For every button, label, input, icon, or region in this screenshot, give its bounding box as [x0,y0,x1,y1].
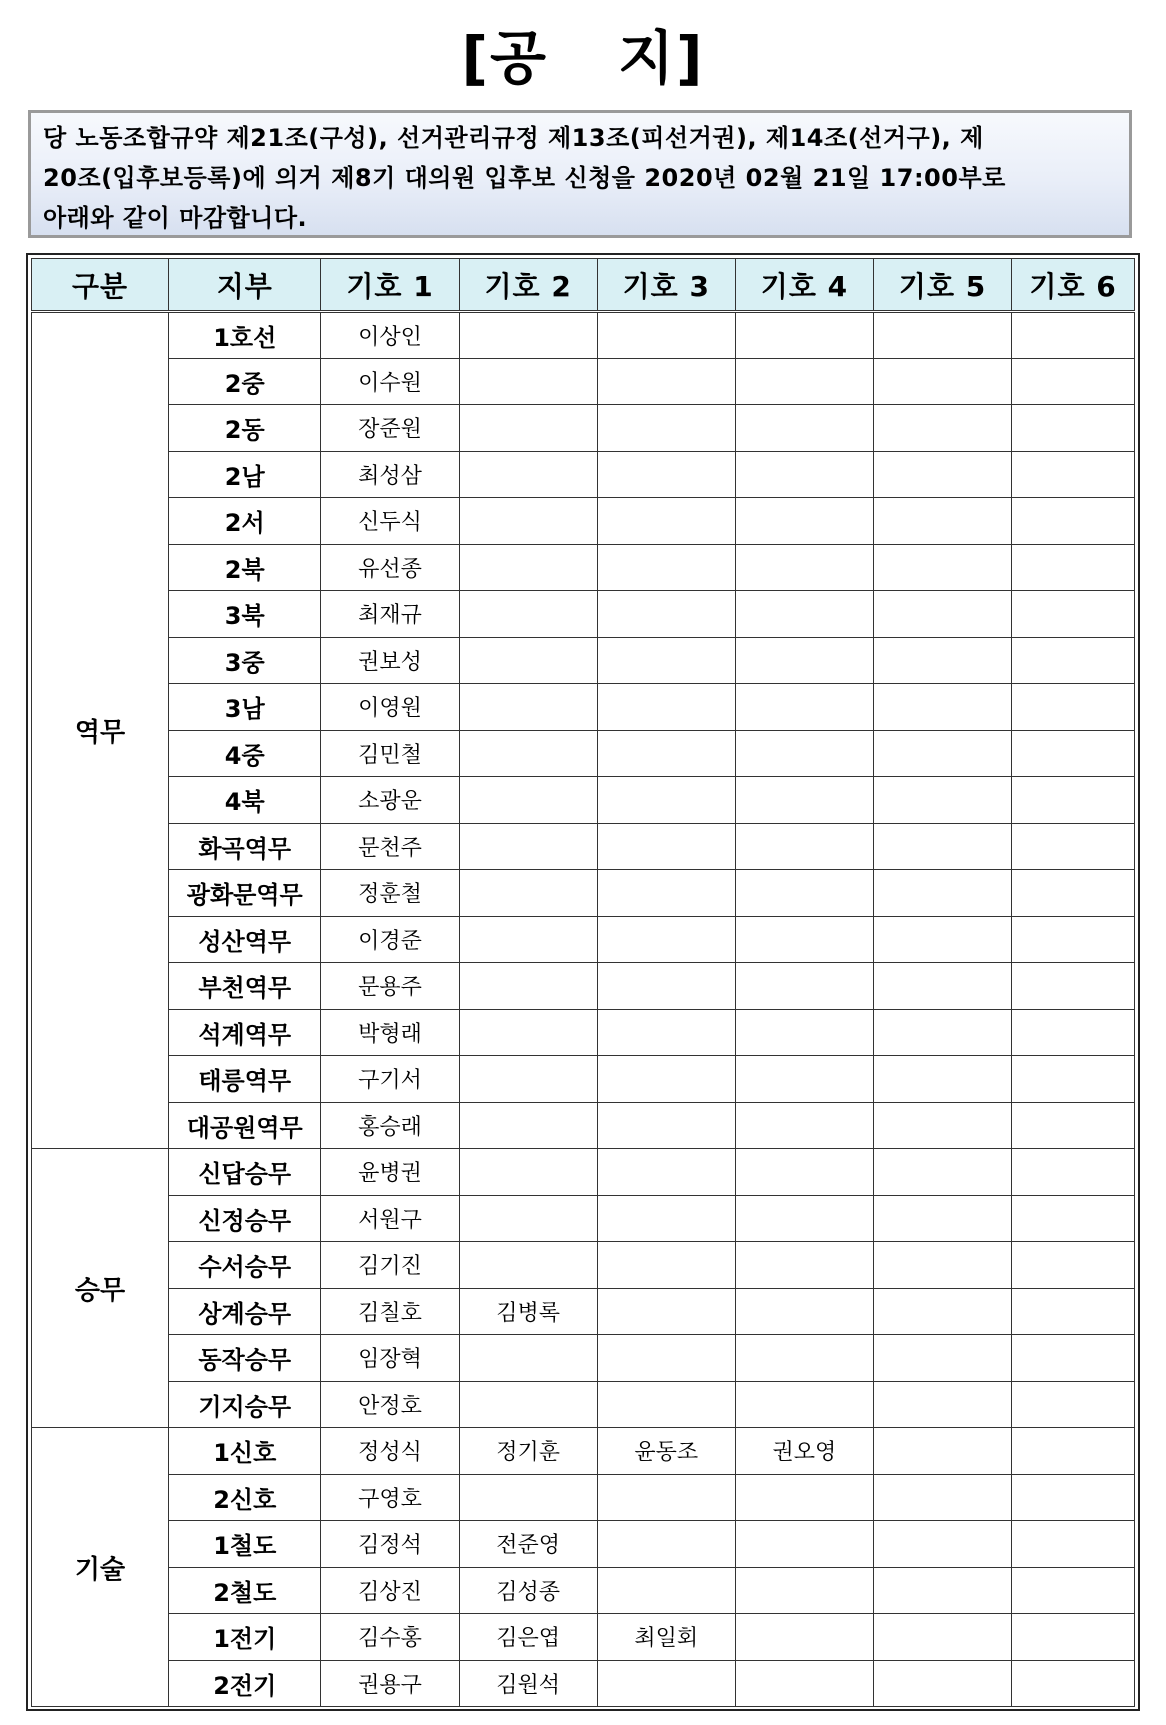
table-row [32,1009,1135,1056]
branch-cell: 2남 [169,451,321,498]
branch-cell: 2동 [169,405,321,452]
candidate-cell: 김기진 [321,1242,459,1289]
candidate-cell: 구기서 [321,1056,459,1103]
title-left: [공 [461,24,548,92]
candidate-cell [735,963,873,1010]
candidate-cell [874,1102,1012,1149]
candidate-cell [1012,405,1135,452]
branch-cell: 석계역무 [169,1009,321,1056]
candidate-cell [459,823,597,870]
candidate-cell [597,358,735,405]
candidate-cell: 김정석 [321,1521,459,1568]
table-row [32,1195,1135,1242]
candidate-cell [735,1149,873,1196]
candidate-cell [597,1242,735,1289]
candidate-cell [874,1381,1012,1428]
candidate-cell [1012,870,1135,917]
candidate-cell [597,1102,735,1149]
candidate-cell [1012,1102,1135,1149]
candidate-cell [459,870,597,917]
candidate-cell [1012,498,1135,545]
candidate-cell: 전준영 [459,1521,597,1568]
column-header-1: 구분 [32,259,169,312]
candidate-cell [459,405,597,452]
candidate-cell [874,498,1012,545]
table-row [32,823,1135,870]
candidate-cell [459,1009,597,1056]
candidate-cell [597,591,735,638]
candidate-cell [735,544,873,591]
candidate-cell [874,870,1012,917]
candidate-cell: 홍승래 [321,1102,459,1149]
notice-line-3: 아래와 같이 마감합니다. [43,204,308,232]
candidate-cell [1012,1660,1135,1707]
candidate-cell [459,591,597,638]
candidate-cell: 김은엽 [459,1614,597,1661]
notice-line-1: 당 노동조합규약 제21조(구성), 선거관리규정 제13조(피선거권), 제14조(선거구), 제 [43,124,984,152]
candidate-cell: 문용주 [321,963,459,1010]
candidate-cell [1012,963,1135,1010]
branch-cell: 3북 [169,591,321,638]
candidate-cell [735,1567,873,1614]
candidate-cell [597,684,735,731]
candidate-cell [735,730,873,777]
candidate-cell: 안정호 [321,1381,459,1428]
candidate-cell [459,451,597,498]
candidate-cell [735,591,873,638]
candidate-cell [735,1288,873,1335]
branch-cell: 수서승무 [169,1242,321,1289]
candidate-cell [1012,1149,1135,1196]
branch-cell: 2중 [169,358,321,405]
header-row [32,259,1135,312]
candidate-cell [597,1521,735,1568]
branch-cell: 1신호 [169,1428,321,1475]
candidate-cell [459,916,597,963]
table-row [32,405,1135,452]
table-row [32,963,1135,1010]
branch-cell: 부천역무 [169,963,321,1010]
candidate-cell: 김상진 [321,1567,459,1614]
candidate-cell [1012,916,1135,963]
candidate-cell [597,1149,735,1196]
column-header-4: 기호 2 [459,259,597,312]
branch-cell: 2철도 [169,1567,321,1614]
candidate-cell [1012,823,1135,870]
branch-cell: 2북 [169,544,321,591]
branch-cell: 1철도 [169,1521,321,1568]
table-body [32,312,1135,1707]
table-row [32,777,1135,824]
candidate-cell [459,544,597,591]
branch-cell: 3중 [169,637,321,684]
candidate-cell [874,730,1012,777]
notice-line-2: 20조(입후보등록)에 의거 제8기 대의원 입후보 신청을 2020년 02월 21일 17:00부로 [43,164,1006,192]
candidate-cell [874,777,1012,824]
candidate-cell: 소광운 [321,777,459,824]
candidate-cell: 박형래 [321,1009,459,1056]
candidate-cell [874,1149,1012,1196]
table-row [32,1056,1135,1103]
title-right: 지] [618,24,705,92]
candidate-cell [735,405,873,452]
column-header-8: 기호 6 [1012,259,1135,312]
candidate-cell [597,916,735,963]
candidate-cell: 김민철 [321,730,459,777]
candidate-cell [459,1195,597,1242]
table-row [32,637,1135,684]
candidate-cell [597,1381,735,1428]
table-row [32,1242,1135,1289]
table-row [32,1474,1135,1521]
table-row [32,1149,1135,1196]
branch-cell: 1호선 [169,312,321,359]
branch-cell: 성산역무 [169,916,321,963]
table-row [32,358,1135,405]
candidate-cell [597,451,735,498]
candidate-cell [735,823,873,870]
branch-cell: 3남 [169,684,321,731]
candidate-cell [459,358,597,405]
candidate-cell [874,963,1012,1010]
candidate-cell [597,1335,735,1382]
candidate-cell: 윤동조 [597,1428,735,1475]
candidate-cell: 유선종 [321,544,459,591]
candidate-cell [874,684,1012,731]
candidate-cell [597,312,735,359]
candidate-cell [735,1195,873,1242]
candidate-cell [735,498,873,545]
candidate-cell [1012,1335,1135,1382]
candidate-cell [459,1056,597,1103]
candidate-cell [735,1474,873,1521]
candidate-cell: 문천주 [321,823,459,870]
page-title [0,18,1166,98]
branch-cell: 2신호 [169,1474,321,1521]
candidate-cell: 최일회 [597,1614,735,1661]
candidate-cell [874,591,1012,638]
candidate-cell [597,637,735,684]
candidate-cell [874,451,1012,498]
branch-cell: 동작승무 [169,1335,321,1382]
candidate-cell [459,1381,597,1428]
table-row [32,916,1135,963]
candidate-cell: 이수원 [321,358,459,405]
table-row [32,1428,1135,1475]
candidate-cell: 구영호 [321,1474,459,1521]
candidate-cell [735,777,873,824]
branch-cell: 신정승무 [169,1195,321,1242]
table-row [32,1102,1135,1149]
candidate-cell [874,637,1012,684]
candidate-cell [597,498,735,545]
candidate-cell: 이상인 [321,312,459,359]
candidate-cell [735,1102,873,1149]
candidate-cell: 임장혁 [321,1335,459,1382]
table-row [32,1521,1135,1568]
candidate-cell [735,1009,873,1056]
table-row [32,870,1135,917]
branch-cell: 상계승무 [169,1288,321,1335]
candidate-cell [1012,777,1135,824]
candidate-cell [459,312,597,359]
candidate-cell [597,963,735,1010]
candidate-cell [459,1335,597,1382]
candidate-cell [1012,1056,1135,1103]
candidate-cell [1012,1521,1135,1568]
table-row [32,1288,1135,1335]
candidate-cell [597,870,735,917]
candidate-cell [874,1521,1012,1568]
table-row [32,1567,1135,1614]
candidate-cell [1012,358,1135,405]
candidate-cell: 김성종 [459,1567,597,1614]
candidate-cell [597,777,735,824]
candidate-cell [597,544,735,591]
candidate-cell [1012,1614,1135,1661]
candidate-cell [735,451,873,498]
candidate-cell [459,963,597,1010]
candidate-cell [735,637,873,684]
branch-cell: 태릉역무 [169,1056,321,1103]
candidate-cell: 이경준 [321,916,459,963]
candidate-cell: 정성식 [321,1428,459,1475]
candidate-cell: 정기훈 [459,1428,597,1475]
candidate-cell [459,637,597,684]
table-row [32,684,1135,731]
candidate-cell: 장준원 [321,405,459,452]
candidate-cell [597,823,735,870]
candidate-cell [597,1195,735,1242]
candidate-cell [1012,1009,1135,1056]
candidate-cell [1012,1381,1135,1428]
candidate-cell [597,1567,735,1614]
table-row [32,1335,1135,1382]
candidate-cell [1012,1567,1135,1614]
candidate-cell [597,1288,735,1335]
candidate-cell [1012,1242,1135,1289]
column-header-6: 기호 4 [735,259,873,312]
candidate-cell [1012,312,1135,359]
branch-cell: 대공원역무 [169,1102,321,1149]
table-row [32,451,1135,498]
column-header-5: 기호 3 [597,259,735,312]
notice-box [28,110,1132,238]
candidate-cell [1012,544,1135,591]
table-row [32,1614,1135,1661]
column-header-3: 기호 1 [321,259,459,312]
candidate-cell [459,1149,597,1196]
table-row [32,591,1135,638]
candidate-cell [735,916,873,963]
table-row [32,1660,1135,1707]
candidate-cell [459,730,597,777]
candidate-cell [735,1521,873,1568]
candidate-cell [874,1009,1012,1056]
table-row [32,1381,1135,1428]
candidate-cell: 김칠호 [321,1288,459,1335]
candidate-cell [874,1428,1012,1475]
candidate-table [31,258,1135,1707]
candidate-cell: 김수홍 [321,1614,459,1661]
candidate-cell [459,1242,597,1289]
category-cell: 승무 [32,1149,169,1428]
category-cell: 역무 [32,312,169,1149]
candidate-cell [459,684,597,731]
candidate-cell [874,1567,1012,1614]
candidate-cell [735,358,873,405]
branch-cell: 신답승무 [169,1149,321,1196]
candidate-cell [735,1660,873,1707]
candidate-cell [1012,1195,1135,1242]
candidate-cell [735,1614,873,1661]
candidate-cell [1012,730,1135,777]
candidate-cell [874,1660,1012,1707]
candidate-cell [1012,1474,1135,1521]
candidate-cell: 서원구 [321,1195,459,1242]
branch-cell: 2서 [169,498,321,545]
candidate-cell [874,1335,1012,1382]
branch-cell: 4북 [169,777,321,824]
branch-cell: 광화문역무 [169,870,321,917]
candidate-cell: 김원석 [459,1660,597,1707]
column-header-7: 기호 5 [874,259,1012,312]
table-row [32,312,1135,359]
candidate-cell [874,1614,1012,1661]
candidate-cell [597,1474,735,1521]
candidate-cell: 최재규 [321,591,459,638]
candidate-cell [735,1242,873,1289]
category-cell: 기술 [32,1428,169,1707]
table-header [32,259,1135,312]
candidate-cell [1012,1288,1135,1335]
column-header-2: 지부 [169,259,321,312]
candidate-cell: 권오영 [735,1428,873,1475]
candidate-cell [1012,637,1135,684]
table-row [32,544,1135,591]
candidate-cell [1012,591,1135,638]
candidate-cell [1012,1428,1135,1475]
candidate-cell: 권보성 [321,637,459,684]
table-row [32,498,1135,545]
candidate-cell: 최성삼 [321,451,459,498]
candidate-cell [735,312,873,359]
candidate-cell: 정훈철 [321,870,459,917]
candidate-cell: 권용구 [321,1660,459,1707]
candidate-cell [597,730,735,777]
candidate-cell [735,1056,873,1103]
candidate-cell [874,405,1012,452]
candidate-cell [874,1242,1012,1289]
candidate-cell [874,358,1012,405]
candidate-cell [735,684,873,731]
candidate-cell [735,870,873,917]
candidate-cell [735,1381,873,1428]
candidate-cell [459,1474,597,1521]
candidate-cell [459,777,597,824]
branch-cell: 기지승무 [169,1381,321,1428]
candidate-cell [1012,451,1135,498]
candidate-table-frame [26,253,1140,1711]
table-row [32,730,1135,777]
candidate-cell [874,823,1012,870]
candidate-cell: 윤병권 [321,1149,459,1196]
branch-cell: 화곡역무 [169,823,321,870]
candidate-cell [874,1474,1012,1521]
candidate-cell [874,1056,1012,1103]
candidate-cell [874,312,1012,359]
candidate-cell [874,1288,1012,1335]
candidate-cell: 김병록 [459,1288,597,1335]
candidate-cell [597,405,735,452]
candidate-cell [597,1009,735,1056]
branch-cell: 1전기 [169,1614,321,1661]
candidate-cell [735,1335,873,1382]
candidate-cell [874,916,1012,963]
candidate-cell [874,1195,1012,1242]
candidate-cell [1012,684,1135,731]
candidate-cell [459,1102,597,1149]
candidate-cell: 신두식 [321,498,459,545]
candidate-cell [597,1660,735,1707]
branch-cell: 4중 [169,730,321,777]
branch-cell: 2전기 [169,1660,321,1707]
candidate-cell [874,544,1012,591]
candidate-cell [597,1056,735,1103]
candidate-cell: 이영원 [321,684,459,731]
candidate-cell [459,498,597,545]
